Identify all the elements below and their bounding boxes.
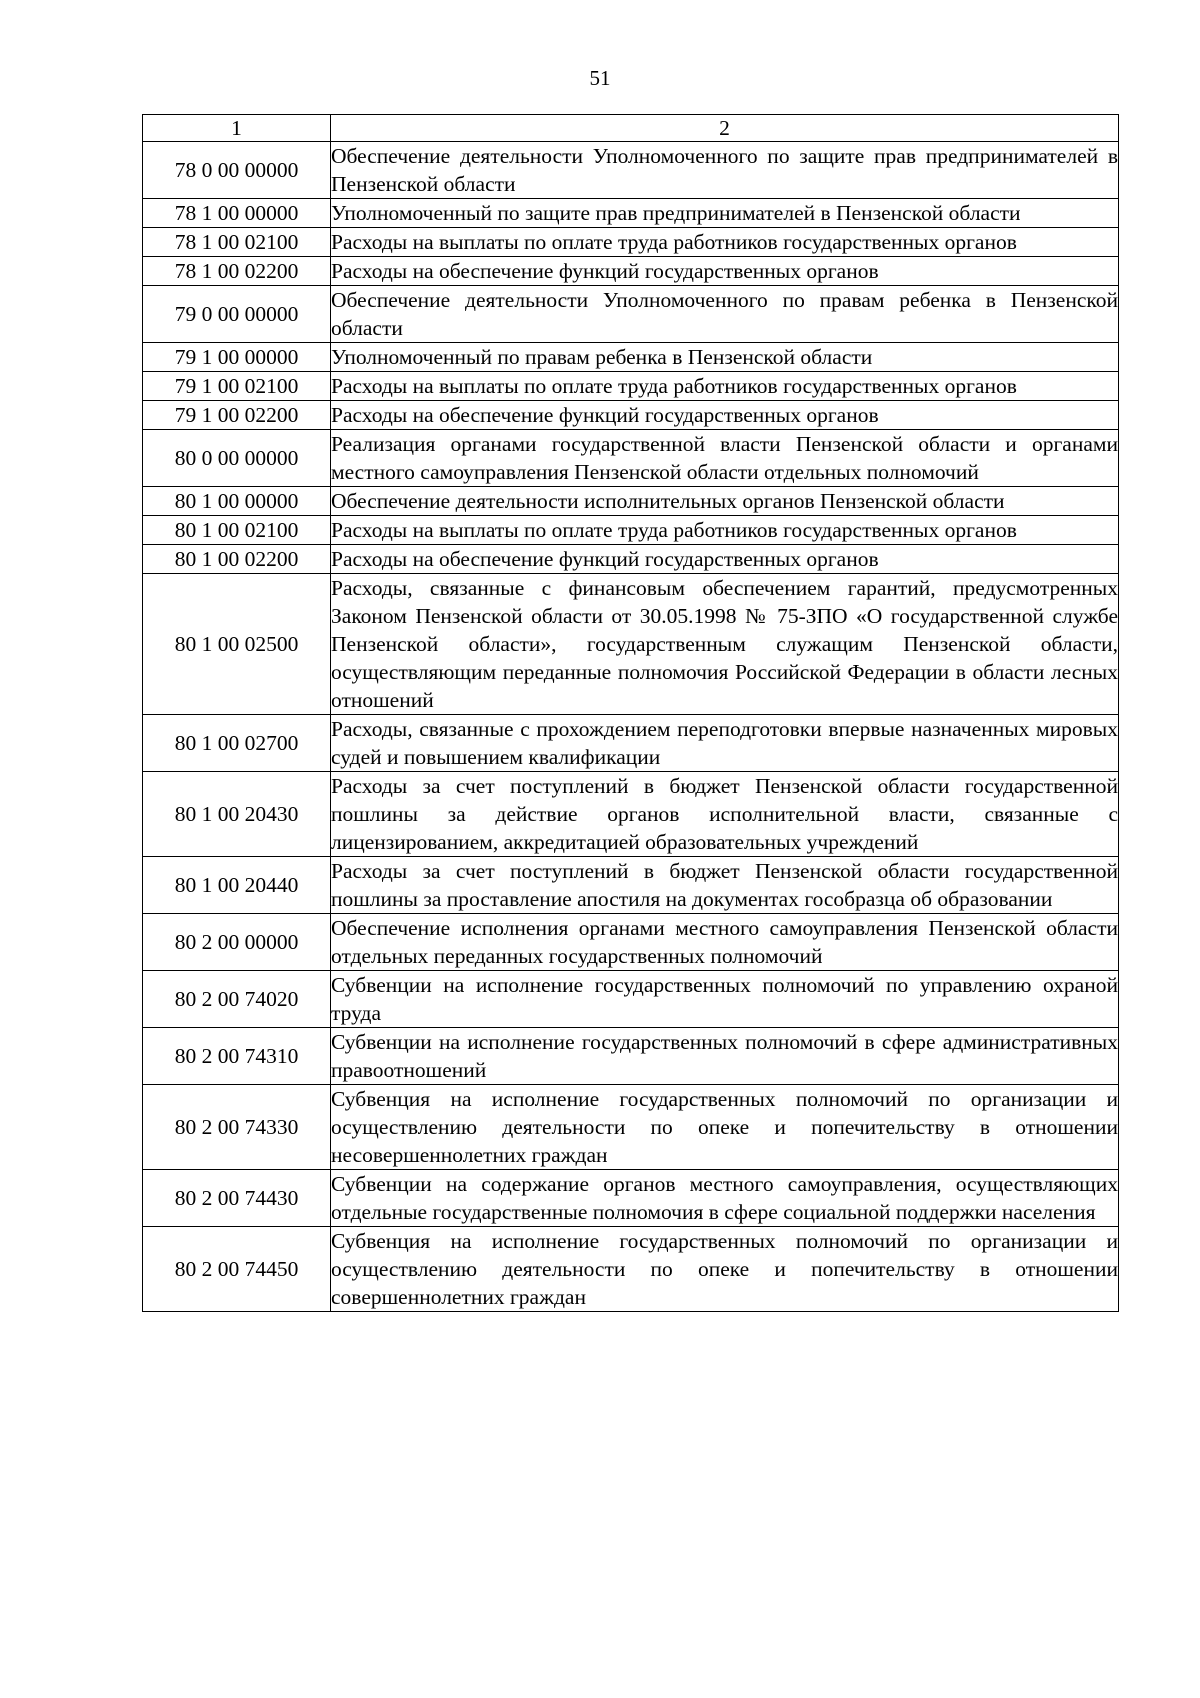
table-row: [143, 1170, 1119, 1227]
code-cell: 80 1 00 02100: [143, 516, 331, 545]
code-cell: 78 1 00 00000: [143, 199, 331, 228]
code-cell: 79 1 00 02200: [143, 401, 331, 430]
table-row: [143, 401, 1119, 430]
description-cell: Субвенция на исполнение государственных полномочий по организации и осуществлению деятельности по опеке и попечительству в отношении несовершеннолетних граждан: [331, 1085, 1119, 1170]
description-cell: Расходы на выплаты по оплате труда работников государственных органов: [331, 372, 1119, 401]
description-cell: Обеспечение исполнения органами местного самоуправления Пензенской области отдельных переданных государственных полномочий: [331, 914, 1119, 971]
description-cell: Субвенции на содержание органов местного самоуправления, осуществляющих отдельные государственные полномочия в сфере социальной поддержки населения: [331, 1170, 1119, 1227]
code-cell: 80 0 00 00000: [143, 430, 331, 487]
column-header-code: 1: [143, 115, 331, 142]
code-cell: 80 1 00 20440: [143, 857, 331, 914]
code-cell: 79 0 00 00000: [143, 286, 331, 343]
description-cell: Расходы на обеспечение функций государственных органов: [331, 257, 1119, 286]
description-cell: Расходы на обеспечение функций государственных органов: [331, 545, 1119, 574]
description-cell: Субвенции на исполнение государственных полномочий по управлению охраной труда: [331, 971, 1119, 1028]
budget-codes-table: [142, 114, 1119, 1312]
description-cell: Субвенции на исполнение государственных полномочий в сфере административных правоотношений: [331, 1028, 1119, 1085]
description-cell: Обеспечение деятельности Уполномоченного по правам ребенка в Пензенской области: [331, 286, 1119, 343]
table-row: [143, 487, 1119, 516]
table-row: [143, 228, 1119, 257]
table-row: [143, 1085, 1119, 1170]
description-cell: Обеспечение деятельности исполнительных органов Пензенской области: [331, 487, 1119, 516]
table-row: [143, 914, 1119, 971]
code-cell: 80 2 00 74310: [143, 1028, 331, 1085]
table-row: [143, 857, 1119, 914]
table-row: [143, 142, 1119, 199]
table-row: [143, 343, 1119, 372]
code-cell: 80 2 00 00000: [143, 914, 331, 971]
code-cell: 80 2 00 74450: [143, 1227, 331, 1312]
page-number: 51: [589, 66, 611, 90]
table-row: [143, 545, 1119, 574]
table-row: [143, 199, 1119, 228]
table-row: [143, 715, 1119, 772]
table-header-row: [143, 115, 1119, 142]
description-cell: Уполномоченный по защите прав предпринимателей в Пензенской области: [331, 199, 1119, 228]
code-cell: 80 2 00 74430: [143, 1170, 331, 1227]
description-cell: Расходы за счет поступлений в бюджет Пензенской области государственной пошлины за проставление апостиля на документах гособразца об образовании: [331, 857, 1119, 914]
code-cell: 80 1 00 00000: [143, 487, 331, 516]
table-row: [143, 430, 1119, 487]
code-cell: 80 1 00 02500: [143, 574, 331, 715]
code-cell: 80 1 00 20430: [143, 772, 331, 857]
column-header-description: 2: [331, 115, 1119, 142]
description-cell: Уполномоченный по правам ребенка в Пензенской области: [331, 343, 1119, 372]
table-row: [143, 1227, 1119, 1312]
table-row: [143, 971, 1119, 1028]
code-cell: 80 2 00 74330: [143, 1085, 331, 1170]
description-cell: Обеспечение деятельности Уполномоченного по защите прав предпринимателей в Пензенской области: [331, 142, 1119, 199]
code-cell: 80 1 00 02700: [143, 715, 331, 772]
code-cell: 79 1 00 00000: [143, 343, 331, 372]
table-row: [143, 257, 1119, 286]
description-cell: Реализация органами государственной власти Пензенской области и органами местного самоуправления Пензенской области отдельных полномочий: [331, 430, 1119, 487]
code-cell: 78 1 00 02200: [143, 257, 331, 286]
table-row: [143, 574, 1119, 715]
description-cell: Расходы, связанные с прохождением переподготовки впервые назначенных мировых судей и повышением квалификации: [331, 715, 1119, 772]
table-body: [143, 142, 1119, 1312]
table-row: [143, 516, 1119, 545]
table-row: [143, 286, 1119, 343]
description-cell: Расходы на обеспечение функций государственных органов: [331, 401, 1119, 430]
description-cell: Расходы за счет поступлений в бюджет Пензенской области государственной пошлины за действие органов исполнительной власти, связанные с лицензированием, аккредитацией образовательных учреждений: [331, 772, 1119, 857]
code-cell: 78 0 00 00000: [143, 142, 331, 199]
table-row: [143, 1028, 1119, 1085]
code-cell: 80 1 00 02200: [143, 545, 331, 574]
table-row: [143, 772, 1119, 857]
code-cell: 78 1 00 02100: [143, 228, 331, 257]
code-cell: 80 2 00 74020: [143, 971, 331, 1028]
description-cell: Расходы на выплаты по оплате труда работников государственных органов: [331, 516, 1119, 545]
description-cell: Расходы на выплаты по оплате труда работников государственных органов: [331, 228, 1119, 257]
description-cell: Субвенция на исполнение государственных полномочий по организации и осуществлению деятельности по опеке и попечительству в отношении совершеннолетних граждан: [331, 1227, 1119, 1312]
description-cell: Расходы, связанные с финансовым обеспечением гарантий, предусмотренных Законом Пензенской области от 30.05.1998 № 75-ЗПО «О государственной службе Пензенской области», государственным служащим Пензенской области, осуществляющим переданные полномочия Российской Федерации в области лесных отношений: [331, 574, 1119, 715]
code-cell: 79 1 00 02100: [143, 372, 331, 401]
table-row: [143, 372, 1119, 401]
